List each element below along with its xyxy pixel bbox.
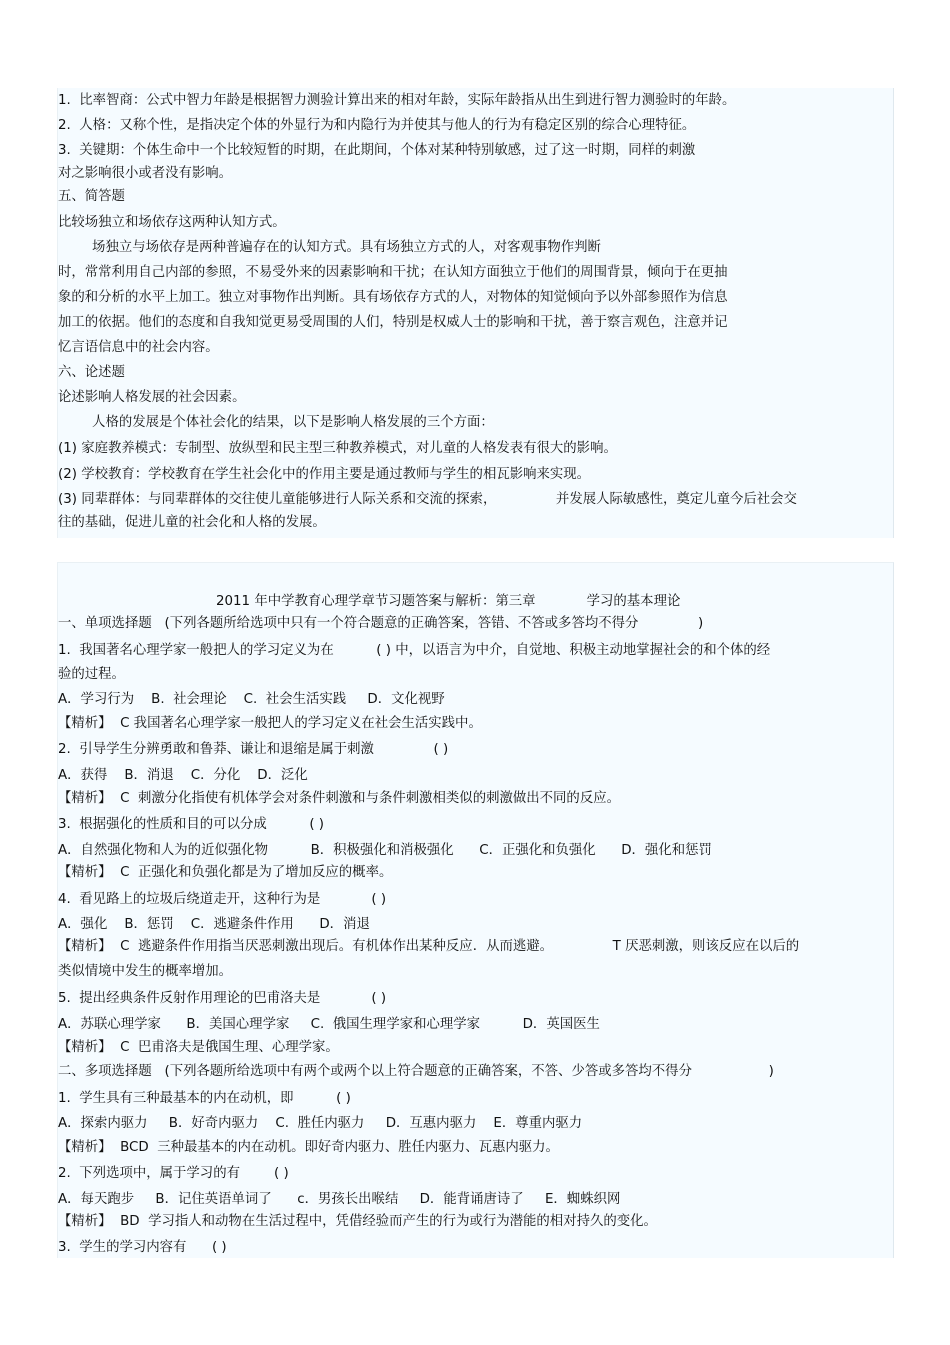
text-line: 场独立与场依存是两种普遍存在的认知方式。具有场独立方式的人，对客观事物作判断 [58,240,601,255]
option-line: A．苏联心理学家 B．美国心理学家 C. 俄国生理学家和心理学家 D．英国医生 [58,1017,600,1032]
section-heading: 五、简答题 [58,189,125,204]
question-text: 3. 学生的学习内容有 ( ) [58,1240,227,1255]
text-line: 加工的依据。他们的态度和自我知觉更易受周围的人们，特别是权威人士的影响和干扰，善于察言观色，注意并记 [58,315,728,330]
question-text: 论述影响人格发展的社会因素。 [58,390,246,405]
analysis-line: 【精析】 BD 学习指人和动物在生活过程中，凭借经验而产生的行为或行为潜能的相对持久的变化。 [58,1214,657,1229]
question-text: 4. 看见路上的垃圾后绕道走开，这种行为是 ( ) [58,892,387,907]
option-line: A．强化 B．惩罚 C．逃避条件作用 D．消退 [58,917,370,932]
question-text: 1. 我国著名心理学家一般把人的学习定义为在 ( ) 中，以语言为中介，自觉地、积极主动地掌握社会的和个体的经 [58,643,771,658]
text-line: 时，常常利用自己内部的参照，不易受外来的因素影响和干扰；在认知方面独立于他们的周围背景，倾向于在更抽 [58,265,728,280]
option-line: A．每天跑步 B．记住英语单词了 c．男孩长出喉结 D．能背诵唐诗了 E．蜘蛛织网 [58,1192,621,1207]
section-heading: 一、单项选择题 (下列各题所给选项中只有一个符合题意的正确答案，答错、不答或多答均不得分 ) [58,616,704,631]
answer-panel-chapter-2 [57,88,894,538]
analysis-line: 【精析】 C 我国著名心理学家一般把人的学习定义在社会生活实践中。 [58,716,482,731]
analysis-line: 【精析】 BCD 三种最基本的内在动机。即好奇内驱力、胜任内驱力、瓦惠内驱力。 [58,1140,559,1155]
text-line: (1) 家庭教养模式：专制型、放纵型和民主型三种教养模式，对儿童的人格发表有很大的影响。 [58,441,617,456]
text-line: 3. 关键期：个体生命中一个比较短暂的时期，在此期间，个体对某种特别敏感，过了这一时期，同样的刺激 [58,143,696,158]
text-line: 对之影响很小或者没有影响。 [58,166,233,181]
text-line: 往的基础，促进儿童的社会化和人格的发展。 [58,515,326,530]
text-line: 验的过程。 [58,667,125,682]
analysis-line: 【精析】 C 巴甫洛夫是俄国生理、心理学家。 [58,1040,339,1055]
question-text: 5. 提出经典条件反射作用理论的巴甫洛夫是 ( ) [58,991,387,1006]
text-line: 人格的发展是个体社会化的结果，以下是影响人格发展的三个方面： [58,415,494,430]
question-text: 1. 学生具有三种最基本的内在动机，即 ( ) [58,1091,351,1106]
section-heading: 六、论述题 [58,365,125,380]
text-line: 类似情境中发生的概率增加。 [58,964,233,979]
text-line: 忆言语信息中的社会内容。 [58,340,219,355]
option-line: A．获得 B．消退 C．分化 D．泛化 [58,768,308,783]
question-text: 3. 根据强化的性质和目的可以分成 ( ) [58,817,325,832]
chapter-title: 2011 年中学教育心理学章节习题答案与解析：第三章 学习的基本理论 [216,594,681,609]
text-line: 2. 人格：又称个性，是指决定个体的外显行为和内隐行为并使其与他人的行为有稳定区别的综合心理特征。 [58,118,696,133]
analysis-line: 【精析】 C 正强化和负强化都是为了增加反应的概率。 [58,865,393,880]
analysis-line: 【精析】 C 逃避条件作用指当厌恶刺激出现后。有机体作出某种反应．从而逃避。 T 厌恶刺激，则该反应在以后的 [58,939,800,954]
text-line: (3) 同辈群体：与同辈群体的交往使儿童能够进行人际关系和交流的探索， 并发展人际敏感性，奠定儿童今后社会交 [58,492,797,507]
chapter-3-panel [57,562,894,1258]
question-text: 2. 下列选项中，属于学习的有 ( ) [58,1166,289,1181]
analysis-line: 【精析】 C 刺激分化指使有机体学会对条件刺激和与条件刺激相类似的刺激做出不同的反应。 [58,791,620,806]
option-line: A．自然强化物和人为的近似强化物 B．积极强化和消极强化 C．正强化和负强化 D．强化和惩罚 [58,843,712,858]
question-text: 2. 引导学生分辨勇敢和鲁莽、谦让和退缩是属于刺激 ( ) [58,742,449,757]
text-line: (2) 学校教育：学校教育在学生社会化中的作用主要是通过教师与学生的相瓦影响来实现。 [58,467,591,482]
text-line: 象的和分析的水平上加工。独立对事物作出判断。具有场依存方式的人，对物体的知觉倾向予以外部参照作为信息 [58,290,728,305]
option-line: A．探索内驱力 B．好奇内驱力 C. 胜任内驱力 D．互惠内驱力 E．尊重内驱力 [58,1116,583,1131]
text-line: 1. 比率智商：公式中智力年龄是根据智力测验计算出来的相对年龄，实际年龄指从出生到进行智力测验时的年龄。 [58,93,736,108]
section-heading: 二、多项选择题 (下列各题所给选项中有两个或两个以上符合题意的正确答案，不答、少答或多答均不得分 ) [58,1064,774,1079]
option-line: A．学习行为 B. 社会理论 C. 社会生活实践 D．文化视野 [58,692,445,707]
question-text: 比较场独立和场依存这两种认知方式。 [58,215,286,230]
